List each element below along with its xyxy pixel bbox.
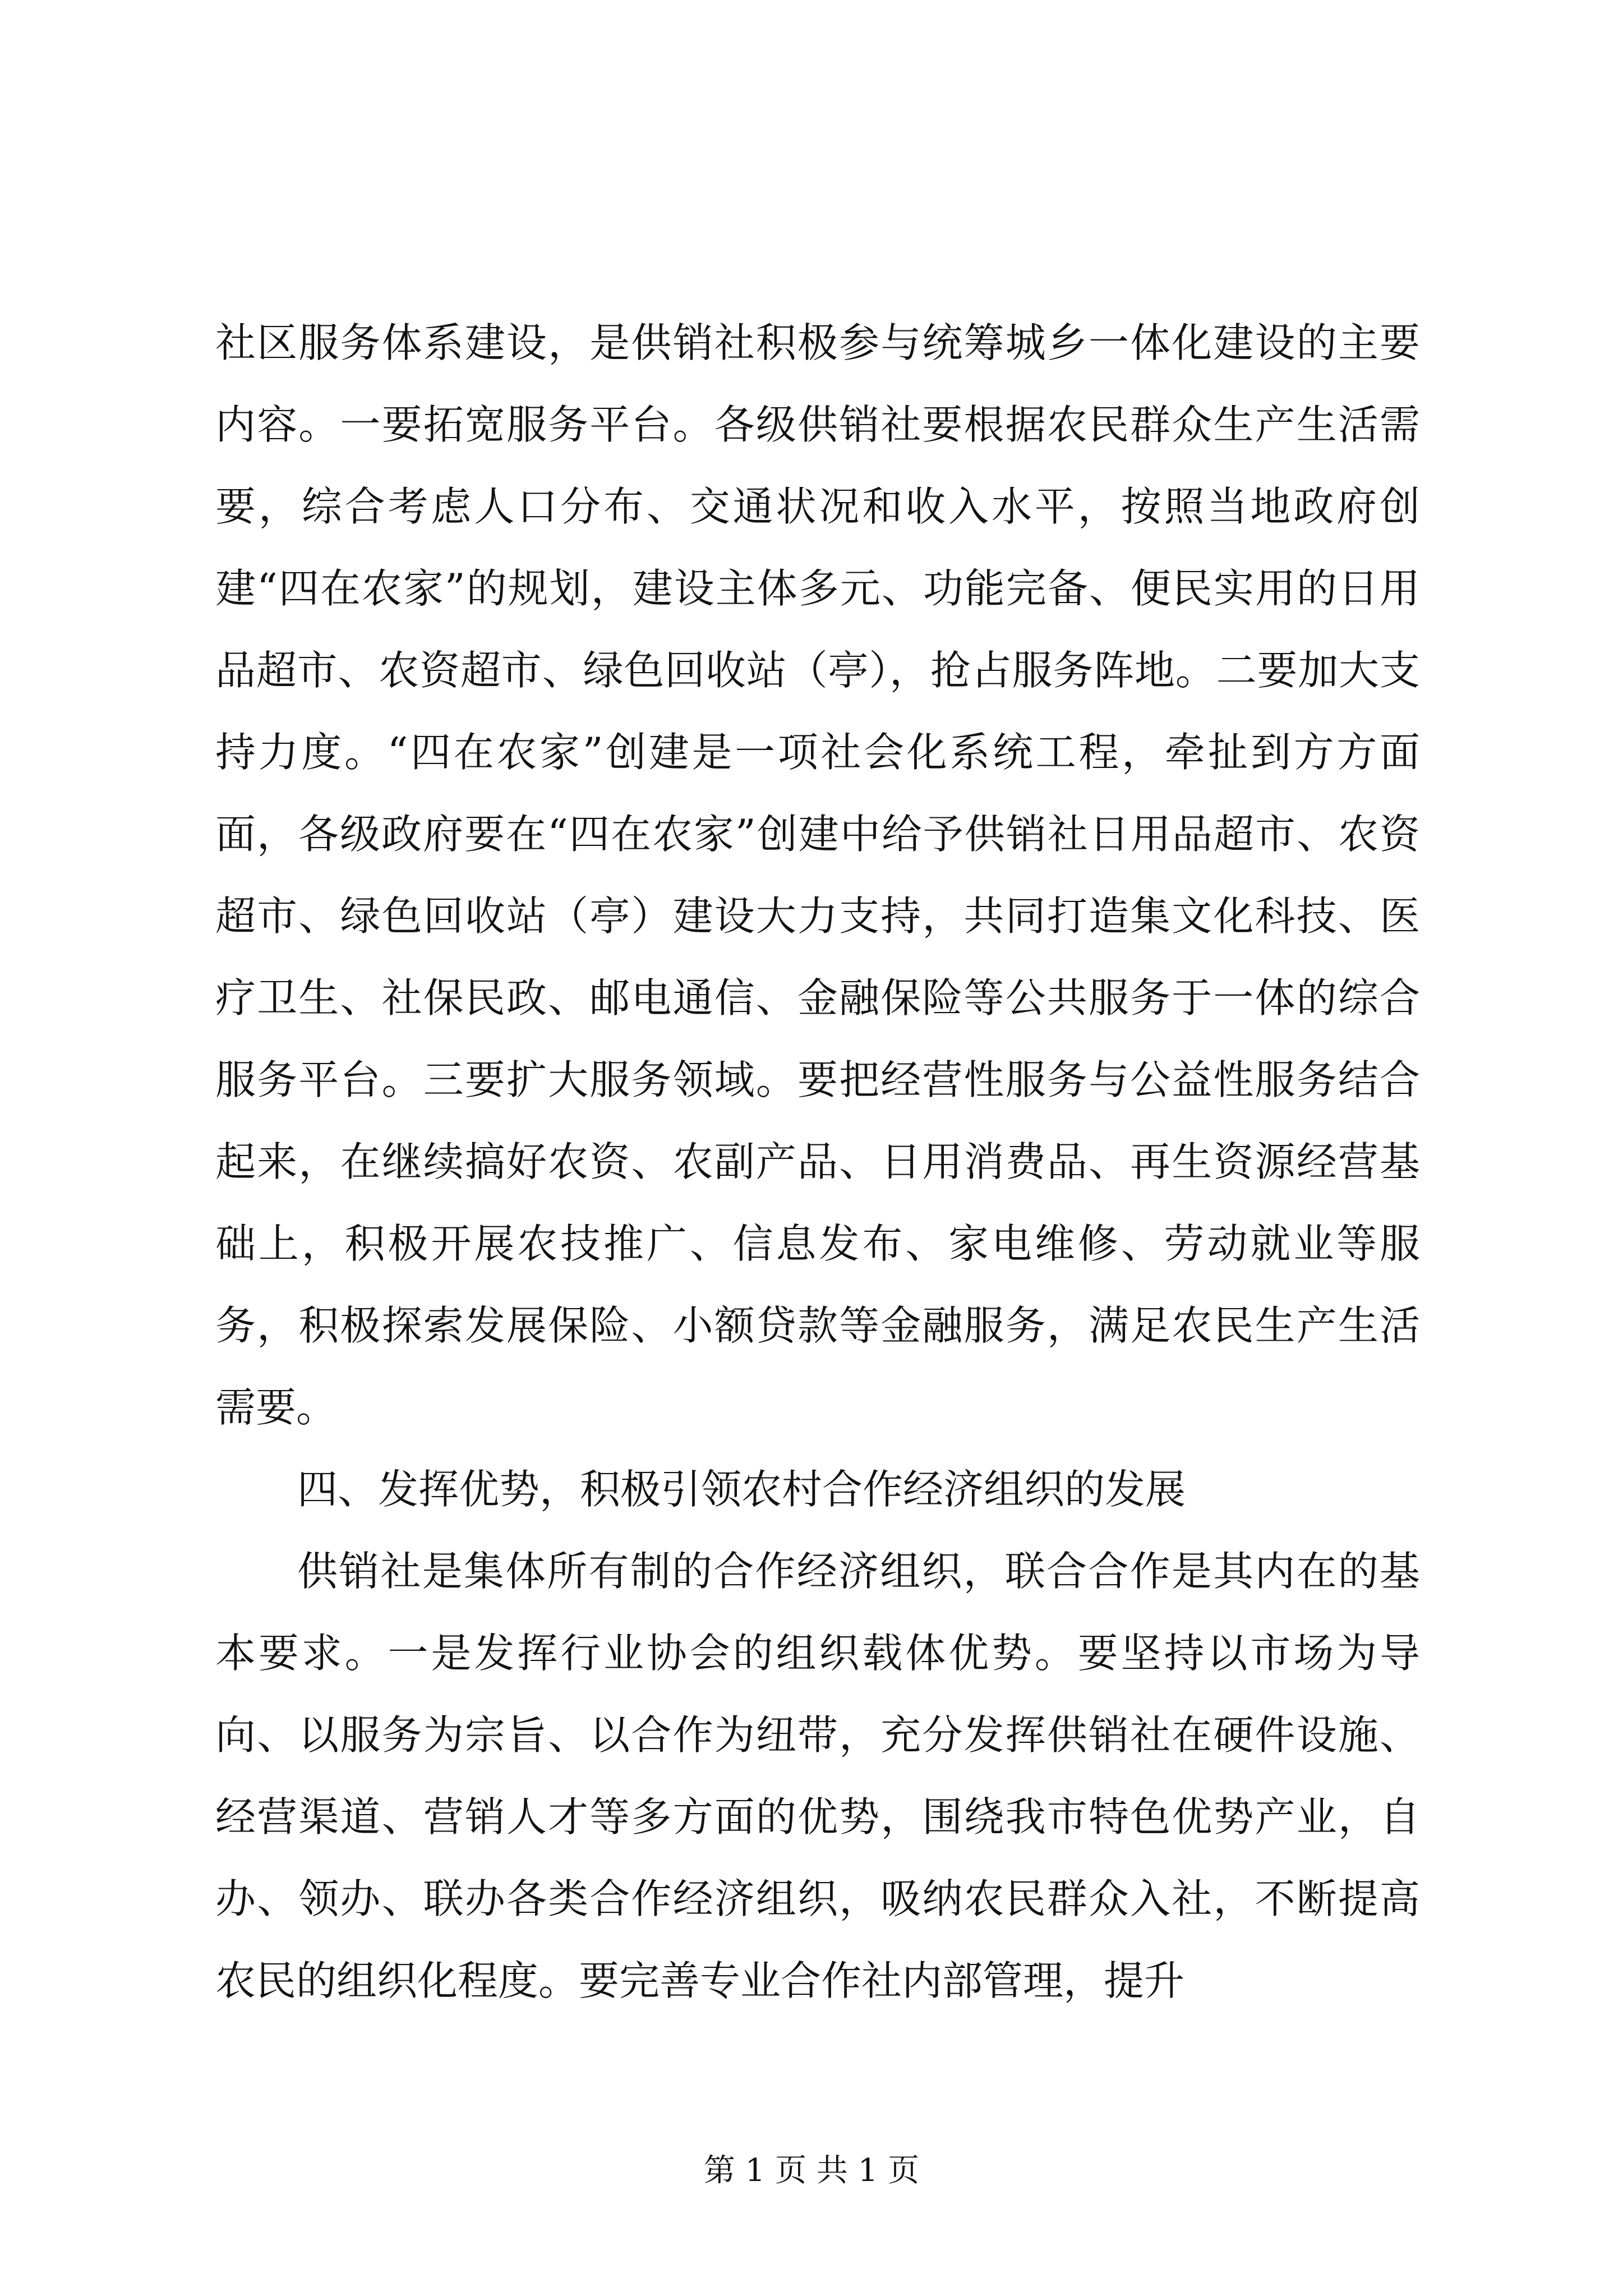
paragraph-community-service: 社区服务体系建设，是供销社积极参与统筹城乡一体化建设的主要内容。一要拓宽服务平台。各级供销社要根据农民群众生产生活需要，综合考虑人口分布、交通状况和收入水平，按照当地政府创建“四在农家”的规划，建设主体多元、功能完备、便民实用的日用品超市、农资超市、绿色回收站（亭），抢占服务阵地。二要加大支持力度。“四在农家”创建是一项社会化系统工程，牵扯到方方面面，各级政府要在“四在农家”创建中给予供销社日用品超市、农资超市、绿色回收站（亭）建设大力支持，共同打造集文化科技、医疗卫生、社保民政、邮电通信、金融保险等公共服务于一体的综合服务平台。三要扩大服务领域。要把经营性服务与公益性服务结合起来，在继续搞好农资、农副产品、日用消费品、再生资源经营基础上，积极开展农技推广、信息发布、家电维修、劳动就业等服务，积极探索发展保险、小额贷款等金融服务，满足农民生产生活需要。	[215, 319, 1420, 1431]
document-body	[215, 302, 1420, 2022]
section-heading-four: 四、发挥优势，积极引领农村合作经济组织的发展	[297, 1466, 1186, 1513]
paragraph-cooperative-organization: 供销社是集体所有制的合作经济组织，联合合作是其内在的基本要求。一是发挥行业协会的组织载体优势。要坚持以市场为导向、以服务为宗旨、以合作为纽带，充分发挥供销社在硬件设施、经营渠道、营销人才等多方面的优势，围绕我市特色优势产业，自办、领办、联办各类合作经济组织，吸纳农民群众入社，不断提高农民的组织化程度。要完善专业合作社内部管理，提升	[215, 1548, 1420, 2004]
page-footer: 第 1 页 共 1 页	[703, 2152, 920, 2189]
